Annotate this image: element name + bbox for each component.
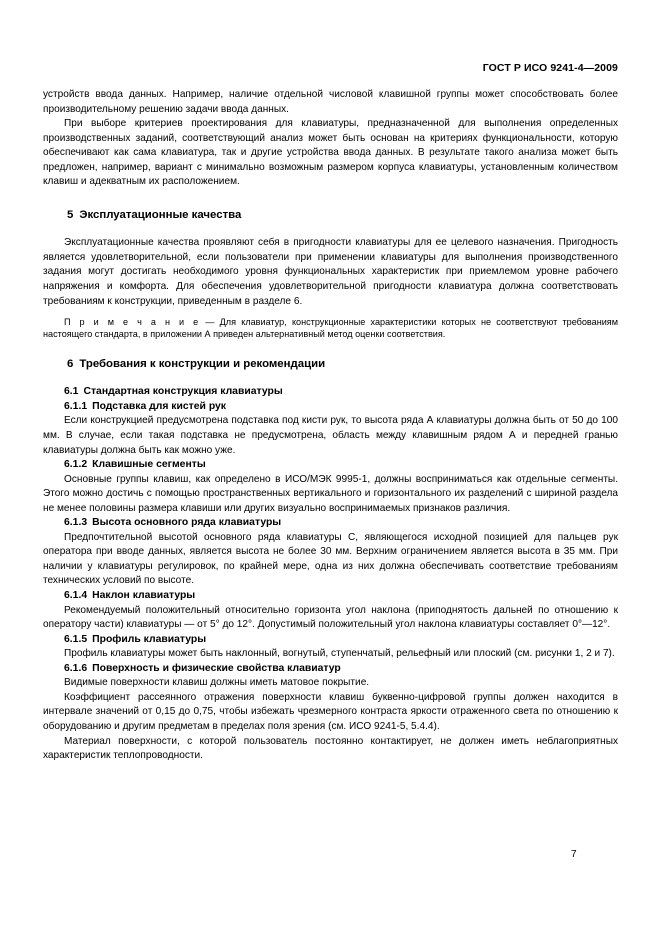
paragraph-design-criteria: При выборе критериев проектирования для клавиатуры, предназначенной для выполнения определенных производственных заданий, соответствующий анализ может быть основан на критериях функциональности, которую обеспечивают как сама клавиатура, так и другие устройства ввода данных. В результате такого анализа может быть предложен, например, вариант с минимально возможным размером корпуса клавиатуры, установленным количеством клавиш и адекватным их расположением.	[43, 118, 618, 188]
heading-6-1-4-number: 6.1.4	[64, 590, 88, 602]
heading-6-1-3	[43, 516, 618, 531]
spacer	[43, 222, 618, 236]
paragraph-6-1-6-body-1: Видимые поверхности клавиш должны иметь матовое покрытие.	[64, 677, 370, 689]
paragraph-6-1-6-body-2: Коэффициент рассеянного отражения поверхности клавиш буквенно-цифровой группы должен находится в интервале значений от 0,15 до 0,75, чтобы избежать чрезмерного контраста яркости отраженного света по отношению к оборудованию и другим предметам в пределах поля зрения (см. ИСО 9241-5, 5.4.4).	[43, 691, 618, 732]
heading-6-1-2	[43, 458, 618, 473]
heading-6-1-2-number: 6.1.2	[64, 459, 88, 471]
heading-6-1-1-title: Подставка для кистей рук	[92, 400, 227, 412]
spacer	[43, 190, 618, 208]
heading-6-1-6-title: Поверхность и физические свойства клавиатур	[92, 662, 341, 674]
heading-section-5-number: 5	[67, 208, 74, 221]
spacer	[43, 309, 618, 316]
note-text: — Для клавиатур, конструкционные характеристики которых не соответствуют требованиям настоящего стандарта, в приложении А приведен альтернативный метод оценки соответствия.	[43, 317, 618, 340]
heading-6-1-1	[43, 400, 618, 415]
page-header-standard-ref: ГОСТ Р ИСО 9241-4—2009	[482, 62, 618, 74]
heading-6-1-number: 6.1	[64, 386, 79, 398]
heading-6-1-6-number: 6.1.6	[64, 662, 88, 674]
heading-section-5	[43, 208, 618, 223]
paragraph-6-1-3-body: Предпочтительной высотой основного ряда клавиатуры С, являющегося исходной позицией для пальцев рук оператора при вводе данных, является высота не более 30 мм. Верхним ограничением является высота в 35 мм. При наличии у клавиатуры регулировок, по крайней мере, одна из них должна обеспечивать соответствие требованиям технических условий по высоте.	[43, 531, 618, 587]
paragraph-6-1-5-body: Профиль клавиатуры может быть наклонный, вогнутый, ступенчатый, рельефный или плоский (см. рисунки 1, 2 и 7).	[64, 648, 615, 660]
heading-6-1-6	[43, 662, 618, 677]
paragraph-6-1-4-body: Рекомендуемый положительный относительно горизонта угол наклона (приподнятость дальней по отношению к оператору части) клавиатуры — от 5° до 12°. Допустимый положительный угол наклона клавиатуры составляет 0°—12°.	[43, 604, 618, 631]
note-label: П р и м е ч а н и е	[64, 317, 201, 328]
heading-6-1	[43, 385, 618, 400]
heading-6-1-5-number: 6.1.5	[64, 633, 88, 645]
paragraph-6-1-2-body: Основные группы клавиш, как определено в ИСО/МЭК 9995-1, должны восприниматься как отдельные сегменты. Этого можно достичь с помощью пространственных вертикального и горизонтального их разделений с шириной раздела не менее половины размера клавиши или других визуально воспринимаемых признаков различия.	[43, 473, 618, 514]
note-section-5	[43, 316, 618, 341]
paragraph-6-1-6-body-3: Материал поверхности, с которой пользователь постоянно контактирует, не должен иметь неблагоприятных характеристик теплопроводности.	[43, 735, 618, 762]
heading-section-6-number: 6	[67, 357, 74, 370]
heading-6-1-3-title: Высота основного ряда клавиатуры	[92, 517, 282, 529]
heading-6-1-1-number: 6.1.1	[64, 400, 88, 412]
heading-section-6-title: Требования к конструкции и рекомендации	[79, 357, 326, 370]
spacer	[43, 371, 618, 385]
heading-6-1-3-number: 6.1.3	[64, 517, 88, 529]
heading-section-5-title: Эксплуатационные качества	[79, 208, 242, 221]
heading-section-6	[43, 357, 618, 372]
heading-6-1-4-title: Наклон клавиатуры	[92, 590, 196, 602]
document-body	[43, 88, 618, 764]
paragraph-continuation: устройств ввода данных. Например, наличие отдельной числовой клавишной группы может способствовать более производительному решению задачи ввода данных.	[43, 89, 618, 115]
heading-6-1-4	[43, 589, 618, 604]
paragraph-section-5-body: Эксплуатационные качества проявляют себя в пригодности клавиатуры для ее целевого назначения. Пригодность является удовлетворительной, если пользователи при применении клавиатуры для выполнения производственного задания могут достигать необходимого уровня функциональных характеристик при приемлемом уровне рабочего напряжения и комфорта. Для обеспечения удовлетворительной пригодности клавиатура должна соответствовать требованиям к конструкции, приведенным в разделе 6.	[43, 237, 618, 307]
page-number: 7	[571, 849, 577, 860]
paragraph-6-1-1-body: Если конструкцией предусмотрена подставка под кисти рук, то высота ряда А клавиатуры должна быть от 50 до 100 мм. В случае, если такая подставка не предусмотрена, область между клавишным рядом А и передней гранью клавиатуры должна быть как можно уже.	[43, 415, 618, 456]
heading-6-1-title: Стандартная конструкция клавиатуры	[83, 386, 283, 398]
spacer	[43, 341, 618, 357]
heading-6-1-5-title: Профиль клавиатуры	[92, 633, 207, 645]
heading-6-1-5	[43, 633, 618, 648]
heading-6-1-2-title: Клавишные сегменты	[92, 459, 206, 471]
